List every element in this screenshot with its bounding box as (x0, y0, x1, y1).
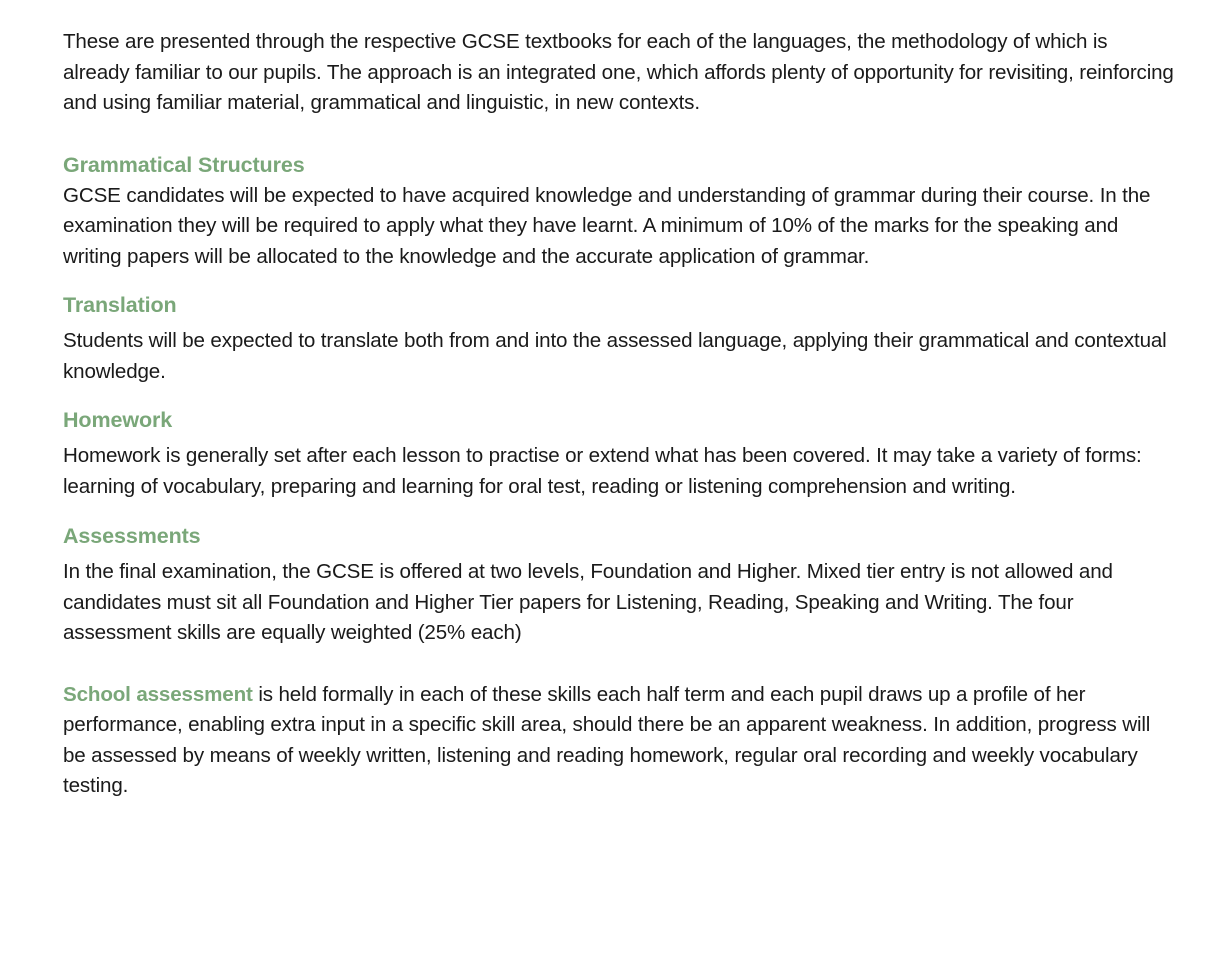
school-assessment-paragraph (63, 680, 1178, 802)
intro-paragraph: These are presented through the respective GCSE textbooks for each of the languages, the methodology of which is already familiar to our pupils. The approach is an integrated one, which affords plenty of opportunity for revisiting, reinforcing and using familiar material, grammatical and linguistic, in new contexts. (63, 30, 1174, 114)
homework-paragraph: Homework is generally set after each lesson to practise or extend what has been covered. It may take a variety of forms: learning of vocabulary, preparing and learning for oral test, reading or listening comprehension and writing. (63, 444, 1142, 498)
grammatical-structures-heading: Grammatical Structures (63, 152, 305, 177)
school-assessment-body: is held formally in each of these skills each half term and each pupil draws up a profile of her performance, enabling extra input in a specific skill area, should there be an apparent weakness. In addition, progress will be assessed by means of weekly written, listening and reading homework, regular oral recording and weekly vocabulary testing. (63, 682, 1151, 797)
grammatical-structures-paragraph: GCSE candidates will be expected to have acquired knowledge and understanding of grammar during their course. In the examination they will be required to apply what they have learnt. A minimum of 10% of the marks for the speaking and writing papers will be allocated to the knowledge and the accurate application of grammar. (63, 183, 1151, 268)
translation-heading: Translation (63, 293, 177, 317)
assessments-heading: Assessments (63, 524, 201, 548)
homework-heading: Homework (63, 408, 173, 432)
assessments-paragraph: In the final examination, the GCSE is offered at two levels, Foundation and Higher. Mixed tier entry is not allowed and candidates must sit all Foundation and Higher Tier papers for Listening, Reading, Speaking and Writing. The four assessment skills are equally weighted (25% each) (63, 560, 1113, 644)
document-page (63, 27, 1178, 802)
translation-paragraph: Students will be expected to translate both from and into the assessed language, applying their grammatical and contextual knowledge. (63, 329, 1167, 383)
school-assessment-heading: School assessment (63, 682, 253, 706)
